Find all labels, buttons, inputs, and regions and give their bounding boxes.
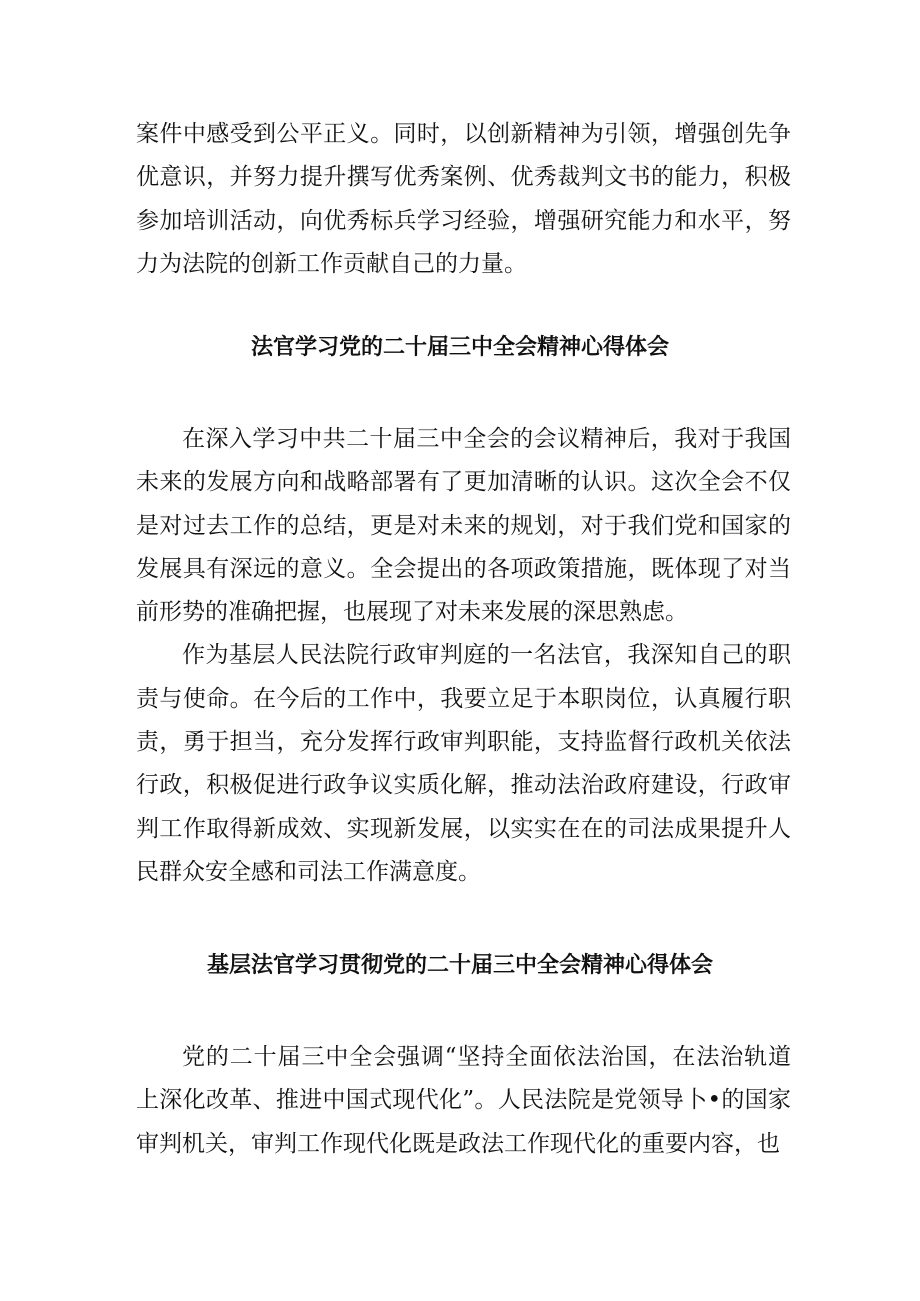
paragraph: 在深入学习中共二十届三中全会的会议精神后，我对于我国未来的发展方向和战略部署有了更加清晰的认识。这次全会不仅是对过去工作的总结，更是对未来的规划，对于我们党和国家的发展具有深远的意义。全会提出的各项政策措施，既体现了对当前形势的准确把握，也展现了对未来发展的深思熟虑。 (136, 426, 791, 626)
section-body (136, 1036, 791, 1166)
section-body (136, 418, 791, 894)
section-title: 基层法官学习贯彻党的二十届三中全会精神心得体会 (206, 953, 713, 978)
paragraph: 案件中感受到公平正义。同时，以创新精神为引领，增强创先争优意识，并努力提升撰写优秀案例、优秀裁判文书的能力，积极参加培训活动，向优秀标兵学习经验，增强研究能力和水平，努力为法院的创新工作贡献自己的力量。 (136, 121, 791, 277)
paragraph: 作为基层人民法院行政审判庭的一名法官，我深知自己的职责与使命。在今后的工作中，我要立足于本职岗位，认真履行职责，勇于担当，充分发挥行政审判职能，支持监督行政机关依法行政，积极促进行政争议实质化解，推动法治政府建设，行政审判工作取得新成效、实现新发展，以实实在在的司法成果提升人民群众安全感和司法工作满意度。 (136, 642, 791, 885)
paragraph: 党的二十届三中全会强调“坚持全面依法治国，在法治轨道上深化改革、推进中国式现代化”。人民法院是党领导卜•的国家审判机关，审判工作现代化既是政法工作现代化的重要内容，也 (136, 1044, 791, 1157)
section-title: 法官学习党的二十届三中全会精神心得体会 (250, 335, 669, 360)
section-continuation (136, 113, 791, 286)
